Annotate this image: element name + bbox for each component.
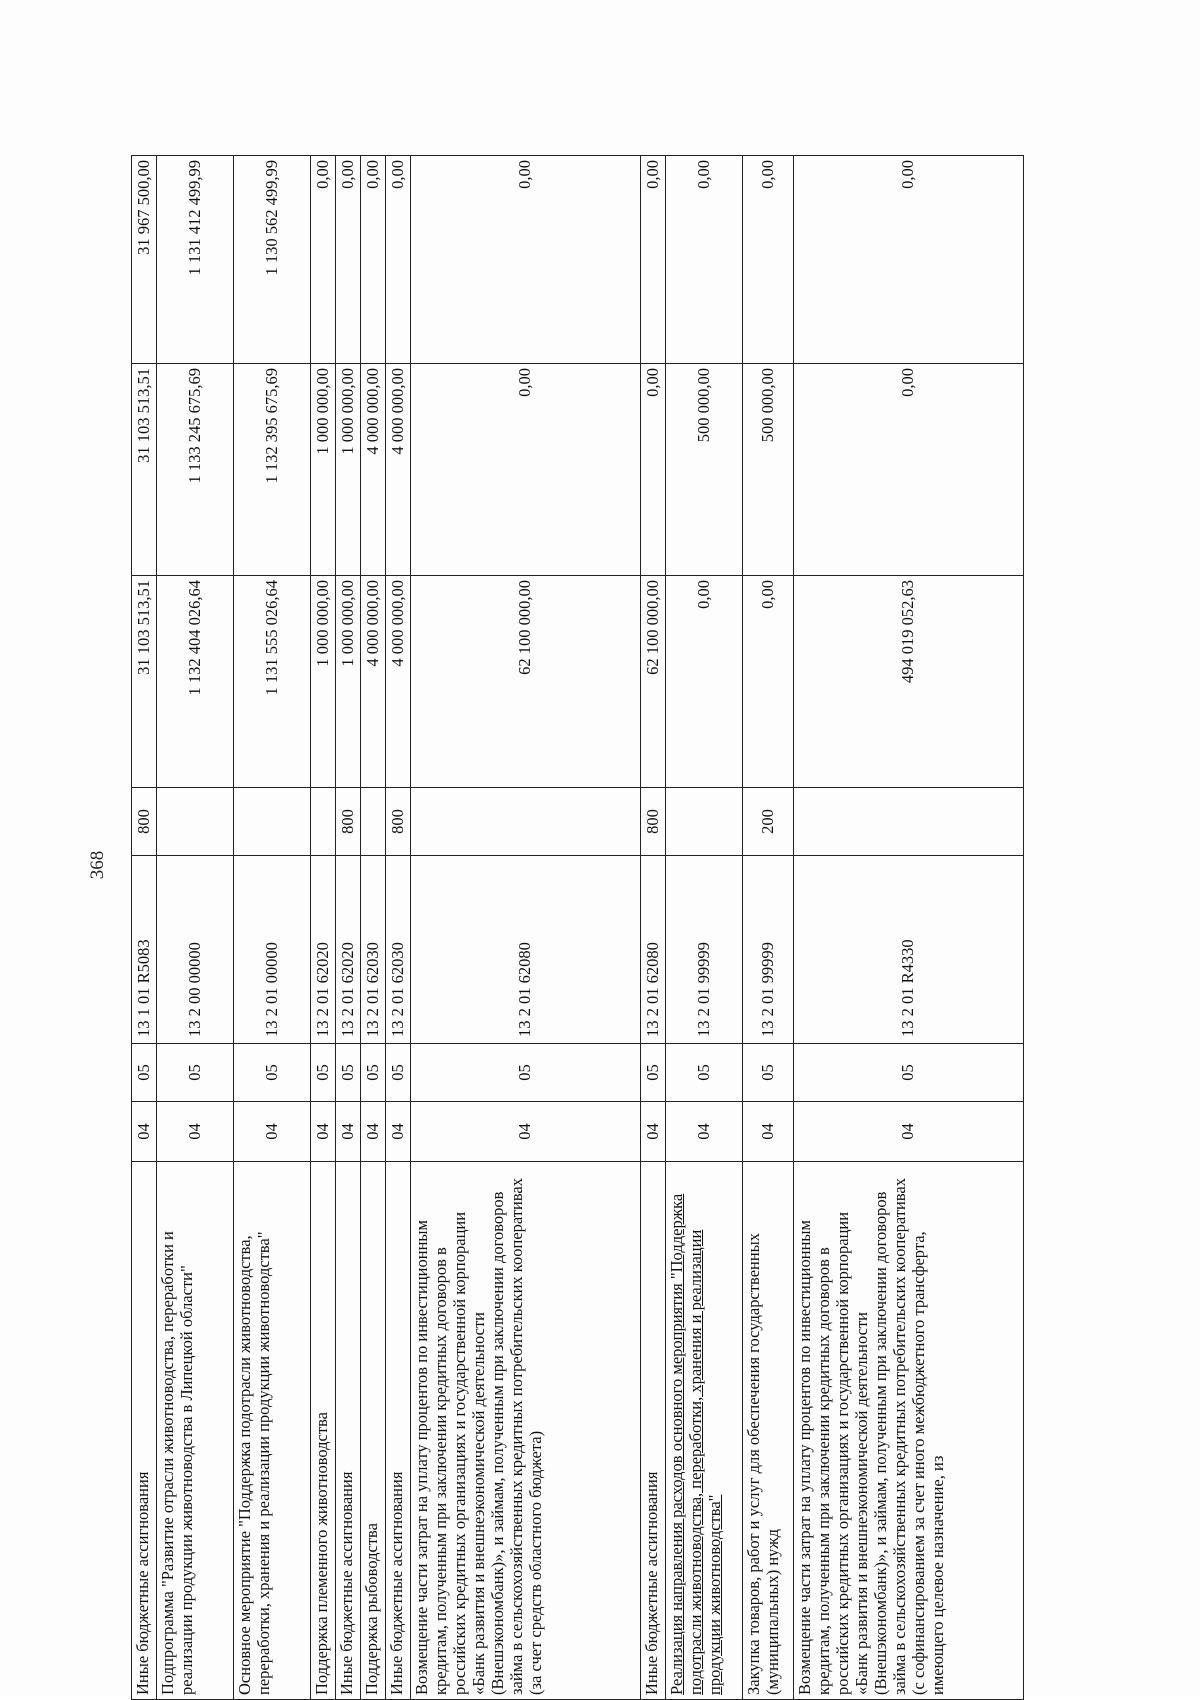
target-article-code: 13 2 01 62080 [411, 856, 641, 1044]
expense-type-code: 800 [641, 788, 666, 856]
subsection-code: 05 [666, 1044, 743, 1102]
row-description: Возмещение части затрат на уплату процентов по инвестиционным кредитам, полученным при заключении кредитных договоров в российских кредитных организациях и государственной корпорации «Банк развития и внешнеэкономической деятельности (Внешэкономбанк)», и займам, полученным при заключении договоров займа в сельскохозяйственных кредитных потребительских кооперативах (с софинансированием за счет иного межбюджетного трансферта, имеющего целевое назначение, из [794, 1162, 1024, 1700]
amount-year-2: 500 000,00 [666, 364, 743, 576]
amount-year-2: 500 000,00 [743, 364, 794, 576]
amount-year-3: 0,00 [743, 156, 794, 364]
table-row [386, 156, 411, 1700]
amount-year-3: 0,00 [386, 156, 411, 364]
row-description: Иные бюджетные ассигнования [336, 1162, 361, 1700]
section-code: 04 [743, 1102, 794, 1162]
target-article-code: 13 2 01 62020 [336, 856, 361, 1044]
subsection-code: 05 [641, 1044, 666, 1102]
amount-year-3: 0,00 [411, 156, 641, 364]
section-code: 04 [386, 1102, 411, 1162]
amount-year-3: 31 967 500,00 [132, 156, 157, 364]
amount-year-2: 1 000 000,00 [336, 364, 361, 576]
amount-year-3: 0,00 [666, 156, 743, 364]
amount-year-1: 4 000 000,00 [361, 576, 386, 788]
amount-year-3: 1 131 412 499,99 [157, 156, 234, 364]
subsection-code: 05 [743, 1044, 794, 1102]
table-row [157, 156, 234, 1700]
row-description: Поддержка рыбоводства [361, 1162, 386, 1700]
target-article-code: 13 2 01 99999 [666, 856, 743, 1044]
subsection-code: 05 [386, 1044, 411, 1102]
table-row [311, 156, 336, 1700]
row-description: Основное мероприятие "Поддержка подотрасли животноводства, переработки, хранения и реализации продукции животноводства" [234, 1162, 311, 1700]
amount-year-3: 1 130 562 499,99 [234, 156, 311, 364]
amount-year-2: 31 103 513,51 [132, 364, 157, 576]
amount-year-1: 62 100 000,00 [411, 576, 641, 788]
amount-year-1: 1 000 000,00 [336, 576, 361, 788]
amount-year-3: 0,00 [361, 156, 386, 364]
amount-year-3: 0,00 [336, 156, 361, 364]
amount-year-3: 0,00 [794, 156, 1024, 364]
amount-year-1: 1 000 000,00 [311, 576, 336, 788]
table-row [641, 156, 666, 1700]
section-code: 04 [361, 1102, 386, 1162]
row-description: Реализация направления расходов основного мероприятия "Поддержка подотрасли животноводства, переработки, хранения и реализации продукции животноводства" [666, 1162, 743, 1700]
table-wrapper [131, 68, 1011, 1700]
section-code: 04 [666, 1102, 743, 1162]
amount-year-1: 0,00 [666, 576, 743, 788]
target-article-code: 13 2 01 62030 [361, 856, 386, 1044]
expense-type-code [411, 788, 641, 856]
target-article-code: 13 1 01 R5083 [132, 856, 157, 1044]
expense-type-code [361, 788, 386, 856]
target-article-code: 13 2 01 00000 [234, 856, 311, 1044]
row-description: Иные бюджетные ассигнования [386, 1162, 411, 1700]
section-code: 04 [157, 1102, 234, 1162]
amount-year-1: 0,00 [743, 576, 794, 788]
section-code: 04 [411, 1102, 641, 1162]
amount-year-2: 1 133 245 675,69 [157, 364, 234, 576]
amount-year-2: 4 000 000,00 [361, 364, 386, 576]
target-article-code: 13 2 00 00000 [157, 856, 234, 1044]
expense-type-code [234, 788, 311, 856]
expense-type-code [311, 788, 336, 856]
amount-year-1: 1 131 555 026,64 [234, 576, 311, 788]
subsection-code: 05 [157, 1044, 234, 1102]
row-description: Иные бюджетные ассигнования [641, 1162, 666, 1700]
expense-type-code [666, 788, 743, 856]
amount-year-1: 62 100 000,00 [641, 576, 666, 788]
table-row [666, 156, 743, 1700]
table-row [336, 156, 361, 1700]
amount-year-1: 31 103 513,51 [132, 576, 157, 788]
budget-table [131, 155, 1024, 1700]
table-row [794, 156, 1024, 1700]
expense-type-code [157, 788, 234, 856]
row-description: Иные бюджетные ассигнования [132, 1162, 157, 1700]
target-article-code: 13 2 01 62080 [641, 856, 666, 1044]
amount-year-1: 1 132 404 026,64 [157, 576, 234, 788]
section-code: 04 [641, 1102, 666, 1162]
expense-type-code: 800 [336, 788, 361, 856]
page-number: 368 [87, 850, 108, 880]
amount-year-2: 4 000 000,00 [386, 364, 411, 576]
subsection-code: 05 [311, 1044, 336, 1102]
expense-type-code [794, 788, 1024, 856]
row-description: Закупка товаров, работ и услуг для обеспечения государственных (муниципальных) нужд [743, 1162, 794, 1700]
expense-type-code: 200 [743, 788, 794, 856]
amount-year-2: 0,00 [794, 364, 1024, 576]
target-article-code: 13 2 01 62020 [311, 856, 336, 1044]
amount-year-3: 0,00 [311, 156, 336, 364]
subsection-code: 05 [132, 1044, 157, 1102]
amount-year-1: 4 000 000,00 [386, 576, 411, 788]
section-code: 04 [311, 1102, 336, 1162]
row-description: Поддержка племенного животноводства [311, 1162, 336, 1700]
table-row [361, 156, 386, 1700]
amount-year-3: 0,00 [641, 156, 666, 364]
section-code: 04 [132, 1102, 157, 1162]
expense-type-code: 800 [132, 788, 157, 856]
section-code: 04 [234, 1102, 311, 1162]
row-description: Возмещение части затрат на уплату процентов по инвестиционным кредитам, полученным при заключении кредитных договоров в российских кредитных организациях и государственной корпорации «Банк развития и внешнеэкономической деятельности (Внешэкономбанк)», и займам, полученным при заключении договоров займа в сельскохозяйственных кредитных потребительских кооперативах (за счет средств областного бюджета) [411, 1162, 641, 1700]
subsection-code: 05 [411, 1044, 641, 1102]
table-row [234, 156, 311, 1700]
expense-type-code: 800 [386, 788, 411, 856]
target-article-code: 13 2 01 62030 [386, 856, 411, 1044]
table-row [743, 156, 794, 1700]
subsection-code: 05 [234, 1044, 311, 1102]
section-code: 04 [794, 1102, 1024, 1162]
table-row [411, 156, 641, 1700]
rotated-table-container [131, 68, 1011, 1700]
subsection-code: 05 [794, 1044, 1024, 1102]
amount-year-2: 1 000 000,00 [311, 364, 336, 576]
amount-year-2: 1 132 395 675,69 [234, 364, 311, 576]
table-row [132, 156, 157, 1700]
amount-year-2: 0,00 [411, 364, 641, 576]
target-article-code: 13 2 01 99999 [743, 856, 794, 1044]
target-article-code: 13 2 01 R4330 [794, 856, 1024, 1044]
subsection-code: 05 [336, 1044, 361, 1102]
row-description: Подпрограмма "Развитие отрасли животноводства, переработки и реализации продукции животноводства в Липецкой области" [157, 1162, 234, 1700]
amount-year-1: 494 019 052,63 [794, 576, 1024, 788]
section-code: 04 [336, 1102, 361, 1162]
amount-year-2: 0,00 [641, 364, 666, 576]
subsection-code: 05 [361, 1044, 386, 1102]
